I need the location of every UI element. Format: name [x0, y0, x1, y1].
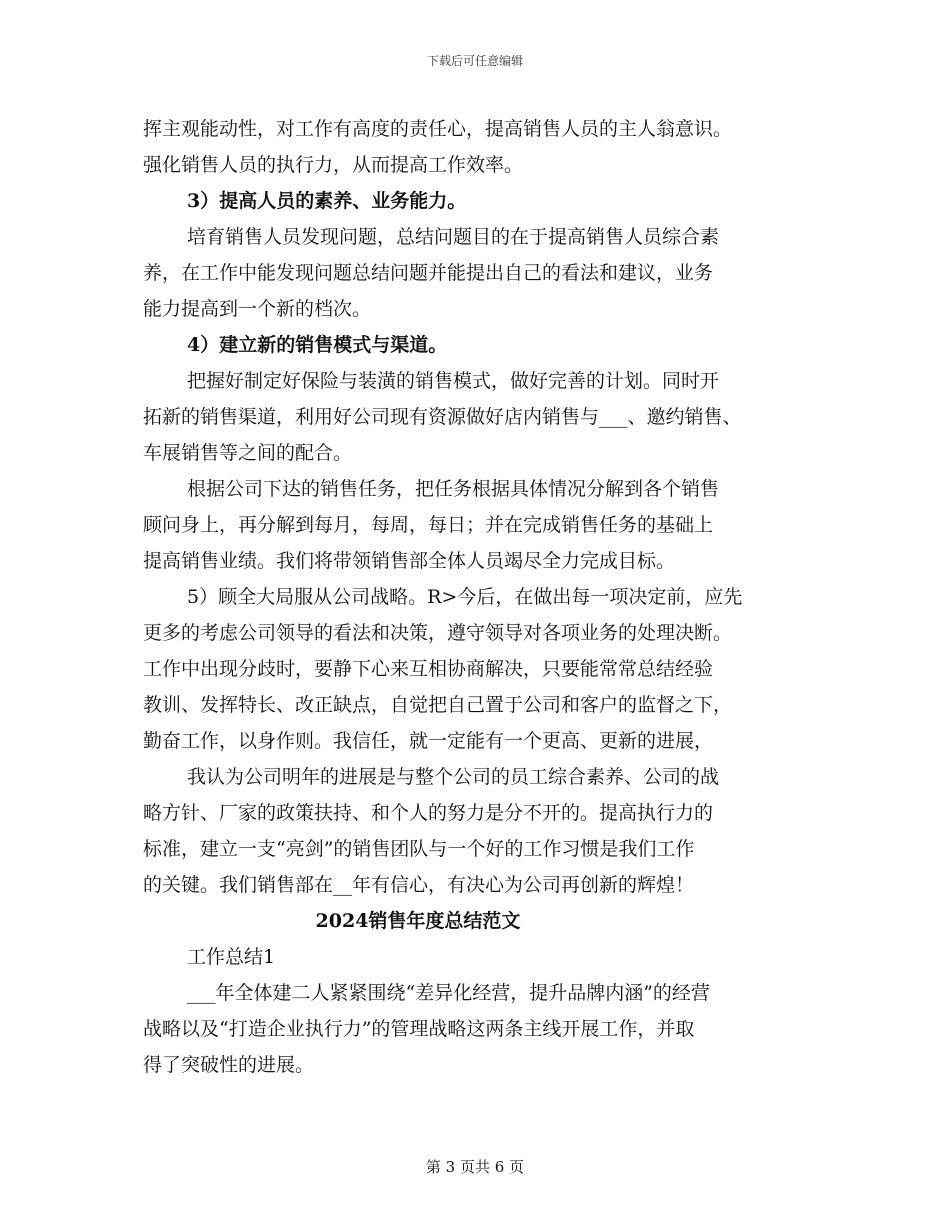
section-heading: 3）提高人员的素养、业务能力。 [187, 190, 467, 212]
paragraph-line: 工作中出现分歧时，要静下心来互相协商解决，只要能常常总结经验 [143, 658, 714, 680]
paragraph-line: 根据公司下达的销售任务，把任务根据具体情况分解到各个销售 [187, 478, 720, 500]
paragraph-line: 培育销售人员发现问题，总结问题目的在于提高销售人员综合素 [187, 226, 720, 248]
paragraph-line: 的关键。我们销售部在__年有信心，有决心为公司再创新的辉煌！ [143, 874, 695, 896]
paragraph-line: 车展销售等之间的配合。 [143, 442, 353, 464]
paragraph-line: 我认为公司明年的进展是与整个公司的员工综合素养、公司的战 [187, 766, 720, 788]
paragraph-line: ___年全体建二人紧紧围绕“差异化经营，提升品牌内涵”的经营 [187, 982, 710, 1004]
paragraph-line: 教训、发挥特长、改正缺点，自觉把自己置于公司和客户的监督之下， [143, 694, 733, 716]
paragraph-line: 提高销售业绩。我们将带领销售部全体人员竭尽全力完成目标。 [143, 550, 676, 572]
paragraph-line: 勤奋工作，以身作则。我信任，就一定能有一个更高、更新的进展， [143, 730, 714, 752]
paragraph-line: 标准，建立一支“亮剑”的销售团队与一个好的工作习惯是我们工作 [143, 838, 695, 860]
paragraph-line: 挥主观能动性，对工作有高度的责任心，提高销售人员的主人翁意识。 [143, 118, 733, 140]
page-number: 第 3 页共 6 页 [425, 1158, 525, 1176]
paragraph-line: 能力提高到一个新的档次。 [143, 298, 372, 320]
page-header: 下载后可任意编辑 [426, 54, 523, 68]
paragraph-line: 养，在工作中能发现问题总结问题并能提出自己的看法和建议，业务 [143, 262, 714, 284]
paragraph-line: 战略以及“打造企业执行力”的管理战略这两条主线开展工作，并取 [143, 1018, 695, 1040]
document-title: 2024销售年度总结范文 [315, 910, 521, 932]
paragraph-line: 拓新的销售渠道，利用好公司现有资源做好店内销售与___、邀约销售、 [143, 406, 742, 428]
paragraph-line: 更多的考虑公司领导的看法和决策，遵守领导对各项业务的处理决断。 [143, 622, 733, 644]
document-body [143, 111, 833, 1083]
paragraph-line: 得了突破性的进展。 [143, 1054, 315, 1076]
paragraph-line: 把握好制定好保险与装潢的销售模式，做好完善的计划。同时开 [187, 370, 720, 392]
paragraph-line: 顾问身上，再分解到每月，每周，每日；并在完成销售任务的基础上 [143, 514, 714, 536]
subheading: 工作总结1 [187, 946, 276, 968]
section-heading: 4）建立新的销售模式与渠道。 [187, 334, 448, 356]
paragraph-line: 略方针、厂家的政策扶持、和个人的努力是分不开的。提高执行力的 [143, 802, 714, 824]
paragraph-line: 5）顾全大局服从公司战略。R>今后，在做出每一项决定前，应先 [187, 586, 743, 608]
paragraph-line: 强化销售人员的执行力，从而提高工作效率。 [143, 154, 524, 176]
